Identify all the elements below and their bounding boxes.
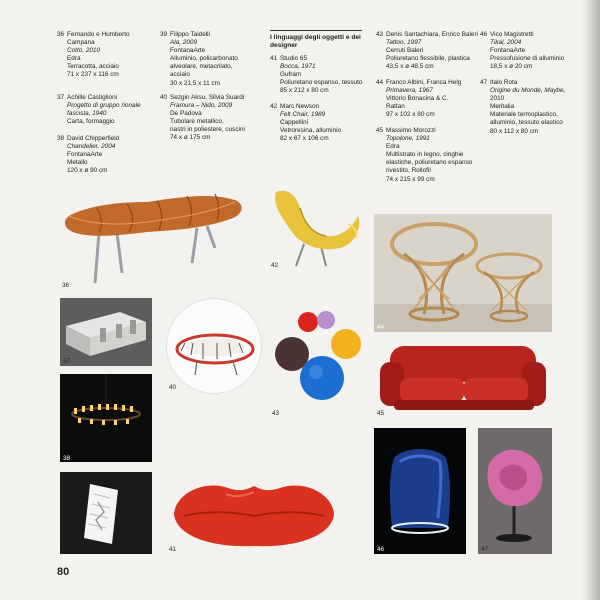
photo-topolone-sofa (374, 338, 552, 420)
entry-title: Chandelier, 2004 (67, 143, 116, 151)
entry-text: rivestito, Rollofil (386, 167, 431, 175)
entry-text: acciaio (170, 71, 190, 79)
photo-tikal-lamp (374, 428, 466, 554)
entry-text: Metallo (67, 159, 88, 167)
photo-primavera-rattan (374, 214, 552, 332)
entry-text: Vittorio Bonacina & C. (386, 95, 449, 103)
entry-title: Bocca, 1971 (280, 63, 316, 71)
entry-text: Alluminio, policarbonato (170, 55, 238, 63)
entry-text: Italo Rota (490, 79, 518, 86)
entry-text: Studio 65 (280, 55, 308, 62)
photo-cotto-bench (57, 188, 257, 290)
caption-38: 38 (63, 455, 71, 462)
entry-title: Cotto, 2010 (67, 47, 101, 55)
photo-origine-du-monde (478, 428, 552, 554)
caption-45: 45 (377, 410, 385, 417)
entry-text: Poliuretano flessibile, plastica (386, 55, 470, 63)
entry-text: Rattan (386, 103, 405, 111)
entry-number: 46 (480, 31, 488, 38)
page-number: 80 (57, 566, 70, 578)
entry-number: 38 (57, 135, 65, 142)
entry-text: Sezgin Aksu, Silvia Suardi (170, 94, 245, 101)
entry-text: alluminio, tessuto elastico (490, 119, 563, 127)
entry-text: 97 x 102 x 80 cm (386, 111, 435, 119)
entry-text: 82 x 67 x 106 cm (280, 135, 329, 143)
entry-46 (480, 31, 580, 71)
entry-text: Filippo Taidelli (170, 31, 211, 38)
entry-43 (376, 31, 486, 71)
entry-number: 45 (376, 127, 384, 134)
entry-text: 30 x 21,5 x 11 cm (170, 79, 220, 87)
felt-chair-illustration (266, 186, 366, 270)
entry-title: Ala, 2009 (170, 39, 198, 47)
entry-number: 42 (270, 103, 278, 110)
entry-number: 36 (57, 31, 65, 38)
entry-text: Campana (67, 39, 95, 47)
entry-text: 74 x 215 x 99 cm (386, 175, 435, 183)
photo-ala-lamp (60, 472, 152, 554)
entry-45 (376, 127, 486, 184)
entry-text: FontanaArte (490, 47, 526, 55)
ala-illustration (60, 472, 152, 554)
entry-title: Framura – Nido, 2009 (170, 102, 233, 110)
framura-illustration (167, 299, 262, 394)
entry-number: 44 (376, 79, 384, 86)
entry-text: Terracotta, acciaio (67, 63, 119, 71)
photo-gruppo-rionale (60, 298, 152, 366)
gruppo-rionale-illustration (60, 298, 152, 366)
entry-number: 41 (270, 55, 278, 62)
entry-37 (57, 94, 157, 126)
entry-title: Origine du Monde, Maybe, (490, 87, 566, 95)
caption-39: 39 (63, 546, 71, 553)
entry-text: 120 x ø 90 cm (67, 167, 108, 175)
entry-text: Franco Albini, Franca Helg (386, 79, 462, 86)
entry-42 (270, 103, 375, 143)
entry-text: Edra (386, 143, 400, 151)
photo-chandelier (60, 374, 152, 462)
caption-42: 42 (271, 262, 279, 269)
caption-46: 46 (377, 546, 385, 553)
entry-body (386, 31, 486, 71)
entry-body (386, 79, 486, 119)
entry-text: Cappellini (280, 119, 309, 127)
entry-text: 18,5 x ø 20 cm (490, 63, 533, 71)
tikal-illustration (374, 428, 466, 554)
entry-number: 37 (57, 94, 65, 101)
entry-body (280, 55, 375, 95)
caption-36: 36 (62, 282, 70, 289)
photo-framura-nido (166, 298, 262, 394)
entry-text: Denis Santachiara, Enrico Baleri (386, 31, 478, 38)
entry-text: 80 x 112 x 80 cm (490, 127, 539, 135)
entry-text: David Chipperfield (67, 135, 120, 142)
entry-text: Carta, formaggio (67, 118, 115, 126)
entry-text: 85 x 212 x 80 cm (280, 87, 329, 95)
entry-text: Marc Newson (280, 103, 320, 110)
entry-title: Tikal, 2004 (490, 39, 522, 47)
entry-body (280, 103, 375, 143)
section-heading-line-2: e dei designer (270, 34, 361, 50)
entry-text: Materiale termoplastico, (490, 111, 558, 119)
entry-text: FontanaArte (170, 47, 206, 55)
entry-body (67, 31, 157, 80)
entry-text: 43,5 x ø 48,5 cm (386, 63, 434, 71)
photo-tattoo-pouf (266, 302, 370, 410)
entry-body (67, 135, 157, 175)
entry-text: nastri in poliestere, cuscini (170, 126, 245, 134)
entry-text: Vetroresina, alluminio (280, 127, 342, 135)
entry-text: Gufram (280, 71, 302, 79)
entry-text: Vico Magistretti (490, 31, 534, 38)
entry-text: Cerruti Baleri (386, 47, 424, 55)
entry-body (170, 31, 270, 88)
entry-text: FontanaArte (67, 151, 103, 159)
entry-number: 40 (160, 94, 168, 101)
section-heading-line-1: I linguaggi degli oggetti (270, 34, 344, 41)
caption-41: 41 (169, 546, 177, 553)
entry-body (170, 94, 270, 143)
entry-text: Achille Castiglioni (67, 94, 118, 101)
entry-38 (57, 135, 157, 175)
entry-text: alveolare, metacrilato, (170, 63, 233, 71)
bocca-illustration (166, 470, 342, 554)
cotto-bench-illustration (57, 188, 257, 290)
entry-title: Tattoo, 1997 (386, 39, 422, 47)
chandelier-illustration (60, 374, 152, 462)
entry-text: elastiche, poliuretano espanso (386, 159, 473, 167)
entry-body (386, 127, 486, 184)
entry-47 (480, 79, 580, 136)
entry-title: fascista, 1940 (67, 110, 107, 118)
entry-text: 74 x ø 175 cm (170, 134, 211, 142)
entry-body (490, 79, 580, 136)
entry-36 (57, 31, 157, 80)
entry-40 (160, 94, 270, 143)
photo-bocca-sofa (166, 470, 342, 554)
entry-number: 39 (160, 31, 168, 38)
entry-text: De Padova (170, 110, 202, 118)
entry-title: Topolone, 1991 (386, 135, 430, 143)
entry-body (490, 31, 580, 71)
topolone-illustration (374, 338, 552, 420)
caption-40: 40 (169, 384, 177, 391)
binding-shadow (582, 0, 600, 600)
entry-number: 43 (376, 31, 384, 38)
entry-text: Edra (67, 55, 81, 63)
entry-39 (160, 31, 270, 88)
origine-illustration (478, 428, 552, 554)
entry-body (67, 94, 157, 126)
entry-number: 47 (480, 79, 488, 86)
entry-44 (376, 79, 486, 119)
caption-44: 44 (377, 324, 385, 331)
entry-text: Fernando e Humberto (67, 31, 130, 38)
entry-title: Felt Chair, 1989 (280, 111, 326, 119)
entry-title: Primavera, 1967 (386, 87, 433, 95)
entry-text: Tubolare metallico, (170, 118, 224, 126)
photo-felt-chair (266, 186, 366, 270)
caption-37: 37 (63, 358, 71, 365)
entry-text: Poliuretano espanso, tessuto (280, 79, 363, 87)
entry-text: Pressofusione di alluminio (490, 55, 565, 63)
primavera-illustration (374, 214, 552, 332)
tattoo-illustration (266, 302, 370, 410)
section-heading (270, 30, 362, 51)
entry-text: Massimo Morozzi (386, 127, 436, 134)
caption-47: 47 (481, 546, 489, 553)
entry-text: 2010 (490, 95, 505, 103)
entry-text: Multistrato in legno, cinghie (386, 151, 464, 159)
entry-text: Meritalia (490, 103, 515, 111)
entry-text: 71 x 237 x 116 cm (67, 71, 119, 79)
entry-title: Progetto di gruppo rionale (67, 102, 141, 110)
entry-41 (270, 55, 375, 95)
caption-43: 43 (272, 410, 280, 417)
